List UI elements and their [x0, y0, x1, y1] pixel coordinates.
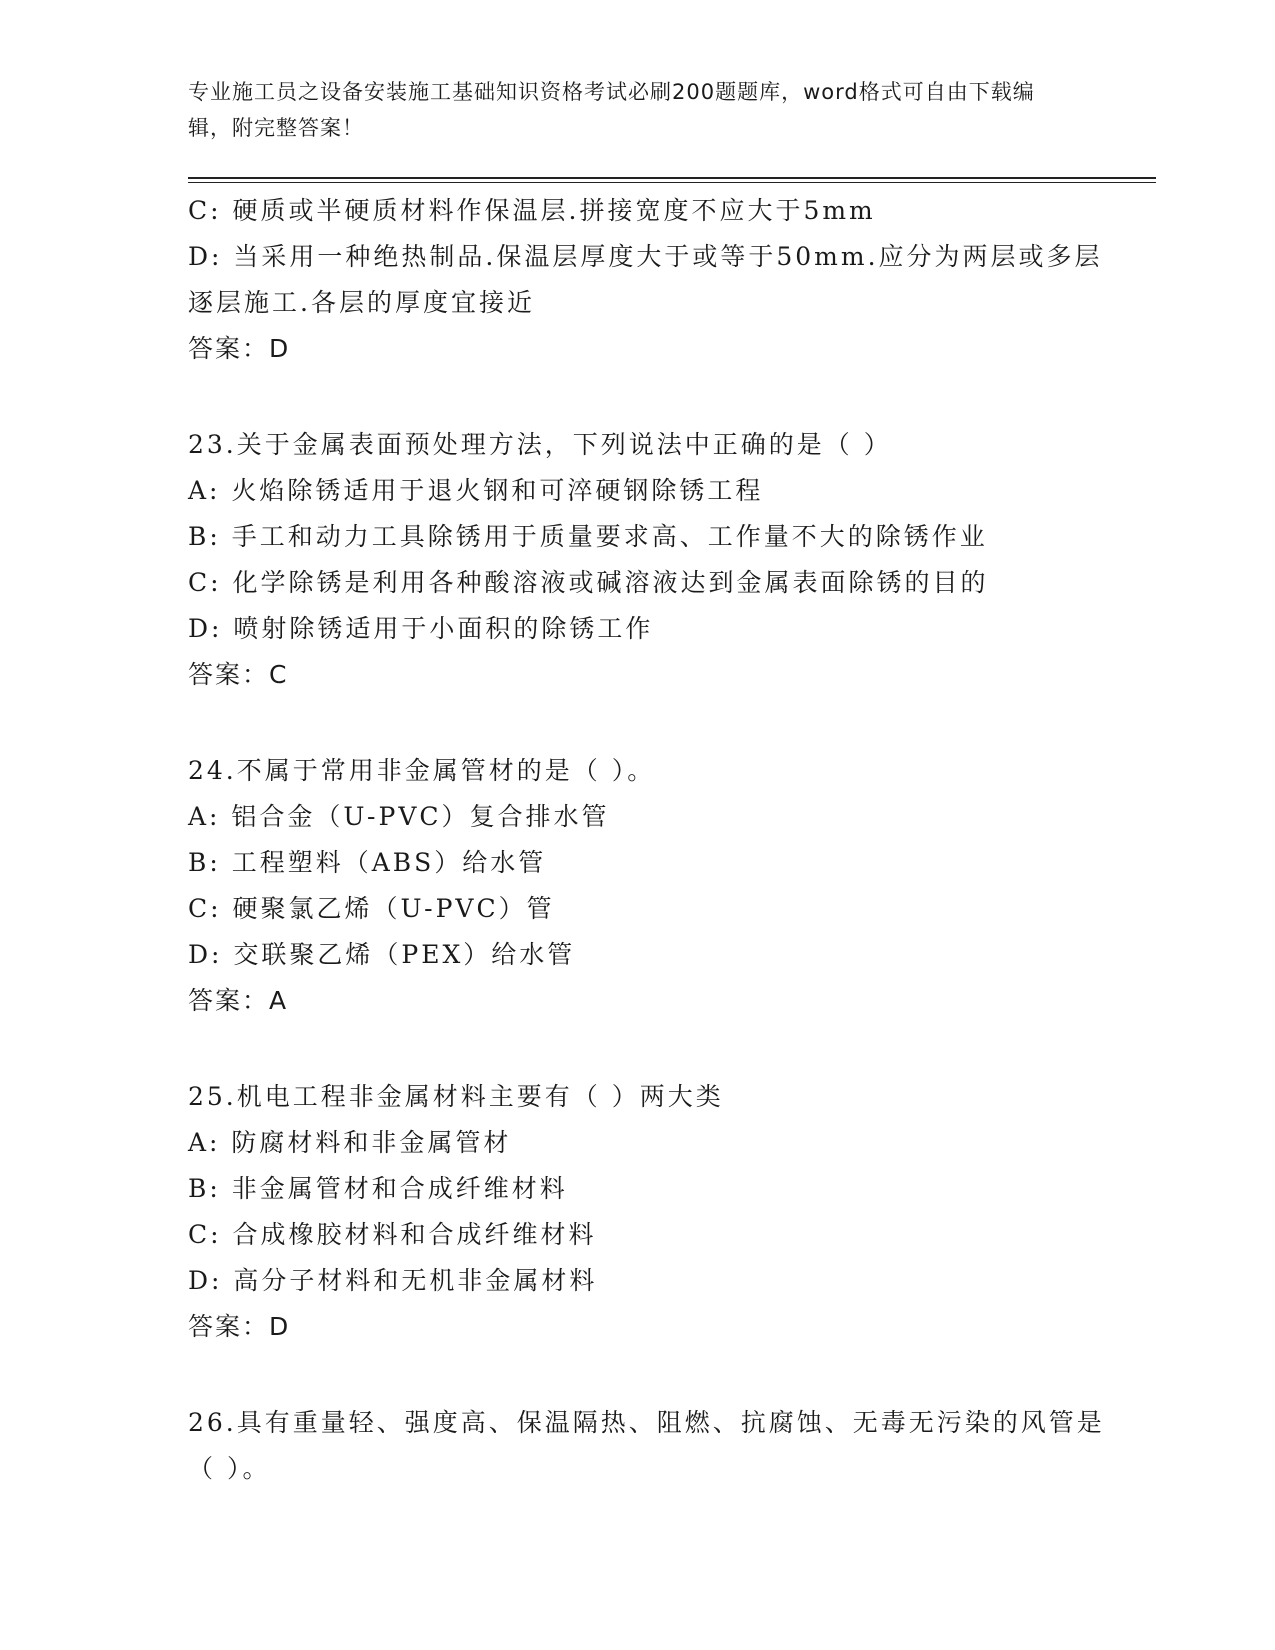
question-stem: 25.机电工程非金属材料主要有（ ）两大类 — [188, 1082, 724, 1111]
document-title: 专业施工员之设备安装施工基础知识资格考试必刷200题题库，word格式可自由下载编辑，附完整答案！ — [188, 80, 1035, 140]
option-b: B: 非金属管材和合成纤维材料 — [188, 1174, 568, 1203]
spacer — [188, 372, 1108, 422]
option-b: B: 工程塑料（ABS）给水管 — [188, 848, 547, 877]
answer: 答案：A — [188, 986, 289, 1015]
answer: 答案：C — [188, 660, 289, 689]
question-stem: 24.不属于常用非金属管材的是（ ）。 — [188, 756, 656, 785]
header-divider-thin — [188, 182, 1156, 183]
spacer — [188, 1024, 1108, 1074]
option-c: C: 化学除锈是利用各种酸溶液或碱溶液达到金属表面除锈的目的 — [188, 568, 989, 597]
option-d: D: 交联聚乙烯（PEX）给水管 — [188, 940, 576, 969]
question-stem: 26.具有重量轻、强度高、保温隔热、阻燃、抗腐蚀、无毒无污染的风管是（ ）。 — [188, 1408, 1105, 1483]
answer: 答案：D — [188, 1312, 291, 1341]
option-d: D: 高分子材料和无机非金属材料 — [188, 1266, 598, 1295]
question-22-continuation — [188, 188, 1108, 372]
option-a: A: 铝合金（U-PVC）复合排水管 — [188, 802, 610, 831]
option-d: D: 当采用一种绝热制品.保温层厚度大于或等于50mm.应分为两层或多层逐层施工.各层的厚度宜接近 — [188, 242, 1103, 317]
question-26 — [188, 1400, 1108, 1492]
spacer — [188, 1350, 1108, 1400]
question-25 — [188, 1074, 1108, 1350]
option-c: C: 硬质或半硬质材料作保温层.拼接宽度不应大于5mm — [188, 196, 876, 225]
option-d: D: 喷射除锈适用于小面积的除锈工作 — [188, 614, 654, 643]
option-c: C: 硬聚氯乙烯（U-PVC）管 — [188, 894, 555, 923]
option-a: A: 防腐材料和非金属管材 — [188, 1128, 512, 1157]
question-list — [188, 188, 1108, 1492]
option-a: A: 火焰除锈适用于退火钢和可淬硬钢除锈工程 — [188, 476, 764, 505]
question-stem: 23.关于金属表面预处理方法，下列说法中正确的是（ ） — [188, 430, 892, 459]
question-24 — [188, 748, 1108, 1024]
option-b: B: 手工和动力工具除锈用于质量要求高、工作量不大的除锈作业 — [188, 522, 988, 551]
option-c: C: 合成橡胶材料和合成纤维材料 — [188, 1220, 597, 1249]
answer: 答案：D — [188, 334, 291, 363]
spacer — [188, 698, 1108, 748]
header-divider-thick — [188, 177, 1156, 179]
question-23 — [188, 422, 1108, 698]
